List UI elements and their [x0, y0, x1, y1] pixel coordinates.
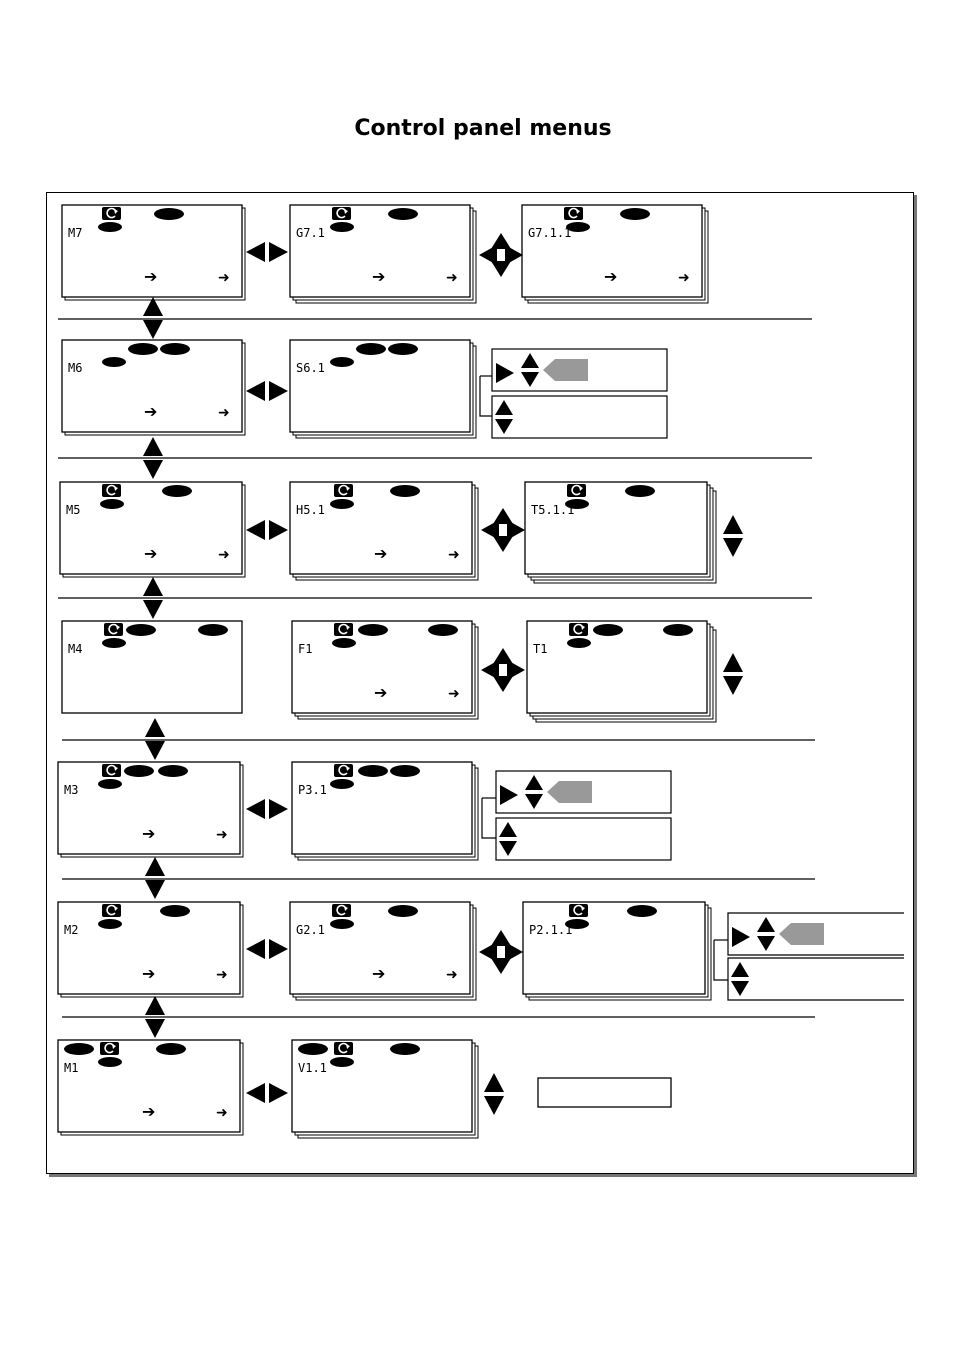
option-box-browse [496, 818, 671, 860]
right-arrow-icon [269, 939, 288, 959]
status-indicator [390, 485, 420, 497]
small-arrow-icon: ➜ [446, 967, 458, 983]
up-arrow-icon [143, 437, 163, 456]
rotation-icon [102, 764, 121, 777]
status-indicator [124, 765, 154, 777]
up-arrow-icon [493, 508, 513, 524]
up-arrow-icon [145, 857, 165, 876]
down-arrow-icon [491, 261, 511, 277]
panel-code-label: P3.1 [298, 783, 327, 797]
rotation-icon [564, 207, 583, 220]
up-arrow-icon [731, 962, 749, 977]
status-indicator [156, 1043, 186, 1055]
panel-g7-1 [290, 205, 476, 303]
cursor-indicator [330, 357, 354, 367]
small-arrow-icon: ➜ [216, 1105, 228, 1121]
option-box-edit [492, 349, 667, 391]
panel-code-label: M2 [64, 923, 79, 937]
down-arrow-icon [493, 676, 513, 692]
small-arrow-icon: ➜ [446, 270, 458, 286]
status-indicator [356, 343, 386, 355]
down-arrow-icon [145, 1019, 165, 1038]
cursor-indicator [332, 638, 356, 648]
panel-screen [523, 902, 705, 994]
panel-code-label: M4 [68, 642, 83, 656]
left-arrow-icon [246, 939, 265, 959]
up-arrow-icon [493, 648, 513, 664]
cursor-indicator [100, 499, 124, 509]
up-arrow-icon [145, 996, 165, 1015]
status-indicator [663, 624, 693, 636]
down-arrow-icon [723, 676, 743, 695]
down-arrow-icon [493, 536, 513, 552]
panel-s6-1 [290, 340, 476, 438]
status-indicator [64, 1043, 94, 1055]
status-indicator [625, 485, 655, 497]
panel-code-label: M6 [68, 361, 83, 375]
connector-line [482, 798, 496, 838]
right-arrow-icon [269, 799, 288, 819]
status-indicator [162, 485, 192, 497]
panel-p2-1-1 [523, 902, 711, 1000]
down-arrow-icon [143, 600, 163, 619]
small-arrow-icon: ➜ [218, 270, 230, 286]
right-arrow-icon: ➔ [144, 544, 158, 563]
panel-f1 [292, 621, 478, 719]
status-indicator [620, 208, 650, 220]
right-arrow-icon [269, 520, 288, 540]
panel-v1-1 [292, 1040, 478, 1138]
right-arrow-icon: ➔ [142, 824, 156, 843]
rotation-icon [334, 764, 353, 777]
down-arrow-icon [731, 981, 749, 996]
right-arrow-icon: ➔ [142, 1102, 156, 1121]
right-arrow-icon [505, 245, 523, 265]
left-arrow-icon [246, 242, 265, 262]
status-indicator [358, 624, 388, 636]
left-arrow-icon [481, 520, 499, 540]
status-indicator [298, 1043, 328, 1055]
status-indicator [198, 624, 228, 636]
status-indicator [388, 343, 418, 355]
right-arrow-icon: ➔ [604, 267, 618, 286]
rotation-icon [102, 904, 121, 917]
option-box-browse [728, 958, 904, 1000]
panel-code-label: G7.1.1 [528, 226, 572, 240]
panel-m2 [58, 902, 243, 997]
right-arrow-icon: ➔ [142, 964, 156, 983]
rotation-icon [334, 623, 353, 636]
right-arrow-icon [507, 660, 525, 680]
left-arrow-icon [246, 381, 265, 401]
panel-t5-1-1 [525, 482, 716, 583]
status-indicator [158, 765, 188, 777]
status-indicator [428, 624, 458, 636]
status-indicator [128, 343, 158, 355]
up-arrow-icon [723, 653, 743, 672]
right-arrow-icon: ➔ [374, 683, 388, 702]
small-arrow-icon: ➜ [678, 270, 690, 286]
cursor-indicator [330, 779, 354, 789]
status-indicator [388, 208, 418, 220]
cursor-indicator [330, 222, 354, 232]
right-arrow-icon [732, 927, 750, 947]
rotation-icon [332, 207, 351, 220]
panel-code-label: G7.1 [296, 226, 325, 240]
panel-m1 [58, 1040, 243, 1135]
panel-m6 [62, 340, 245, 435]
left-arrow-icon [479, 942, 497, 962]
down-arrow-icon [145, 741, 165, 760]
panel-code-label: G2.1 [296, 923, 325, 937]
panel-screen [525, 482, 707, 574]
panel-code-label: M1 [64, 1061, 79, 1075]
up-arrow-icon [491, 233, 511, 249]
value-box [538, 1078, 671, 1107]
panel-code-label: M7 [68, 226, 83, 240]
rotation-icon [334, 484, 353, 497]
status-indicator [358, 765, 388, 777]
left-arrow-icon [246, 520, 265, 540]
status-indicator [390, 1043, 420, 1055]
panel-h5-1 [290, 482, 478, 580]
right-arrow-icon: ➔ [374, 544, 388, 563]
option-box-edit [496, 771, 671, 813]
panel-m4 [62, 621, 242, 713]
right-arrow-icon: ➔ [372, 267, 386, 286]
cursor-indicator [567, 638, 591, 648]
up-arrow-icon [145, 718, 165, 737]
rotation-icon [102, 207, 121, 220]
panel-m5 [60, 482, 245, 577]
right-arrow-icon: ➔ [144, 402, 158, 421]
rotation-icon [334, 1042, 353, 1055]
panel-t1 [527, 621, 716, 722]
panel-code-label: H5.1 [296, 503, 325, 517]
right-arrow-icon [269, 381, 288, 401]
rotation-icon [100, 1042, 119, 1055]
cursor-indicator [330, 919, 354, 929]
small-arrow-icon: ➜ [218, 547, 230, 563]
rotation-icon [332, 904, 351, 917]
down-arrow-icon [145, 880, 165, 899]
down-arrow-icon [757, 936, 775, 951]
right-arrow-icon [505, 942, 523, 962]
down-arrow-icon [491, 958, 511, 974]
connector-line [714, 940, 728, 980]
panel-code-label: M3 [64, 783, 79, 797]
right-arrow-icon [269, 242, 288, 262]
enter-key-icon [779, 923, 824, 945]
left-arrow-icon [246, 1083, 265, 1103]
up-arrow-icon [723, 515, 743, 534]
cursor-indicator [98, 222, 122, 232]
panel-code-label: S6.1 [296, 361, 325, 375]
panel-p3-1 [292, 762, 478, 860]
rotation-icon [567, 484, 586, 497]
rotation-icon [569, 623, 588, 636]
cursor-indicator [98, 919, 122, 929]
panel-m7 [62, 205, 245, 300]
up-arrow-icon [491, 930, 511, 946]
status-indicator [160, 343, 190, 355]
panel-m3 [58, 762, 243, 857]
cursor-indicator [102, 357, 126, 367]
down-arrow-icon [143, 460, 163, 479]
status-indicator [126, 624, 156, 636]
panel-code-label: P2.1.1 [529, 923, 573, 937]
small-arrow-icon: ➜ [216, 967, 228, 983]
cursor-indicator [330, 499, 354, 509]
page-title: Control panel menus [354, 116, 612, 141]
option-box-border [492, 396, 667, 438]
panel-g2-1 [290, 902, 476, 1000]
right-arrow-icon [269, 1083, 288, 1103]
left-arrow-icon [479, 245, 497, 265]
small-arrow-icon: ➜ [218, 405, 230, 421]
panel-code-label: T1 [533, 642, 548, 656]
up-arrow-icon [484, 1073, 504, 1092]
connector-line [480, 376, 492, 416]
status-indicator [154, 208, 184, 220]
small-arrow-icon: ➜ [216, 827, 228, 843]
rotation-icon [102, 484, 121, 497]
rotation-icon [104, 623, 123, 636]
up-arrow-icon [757, 917, 775, 932]
down-arrow-icon [723, 538, 743, 557]
panel-code-label: V1.1 [298, 1061, 327, 1075]
status-indicator [160, 905, 190, 917]
status-indicator [627, 905, 657, 917]
cursor-indicator [102, 638, 126, 648]
option-box-browse [492, 396, 667, 438]
right-arrow-icon: ➔ [372, 964, 386, 983]
panel-code-label: T5.1.1 [531, 503, 575, 517]
right-arrow-icon [507, 520, 525, 540]
right-arrow-icon: ➔ [144, 267, 158, 286]
status-indicator [388, 905, 418, 917]
status-indicator [390, 765, 420, 777]
small-arrow-icon: ➜ [448, 686, 460, 702]
rotation-icon [569, 904, 588, 917]
panel-code-label: M5 [66, 503, 81, 517]
panel-code-label: F1 [298, 642, 313, 656]
left-arrow-icon [481, 660, 499, 680]
cursor-indicator [98, 1057, 122, 1067]
option-box-border [496, 818, 671, 860]
option-box-edit [728, 913, 904, 955]
panel-g7-1-1 [522, 205, 708, 303]
down-arrow-icon [143, 320, 163, 339]
status-indicator [593, 624, 623, 636]
option-box-border [728, 958, 904, 1000]
cursor-indicator [330, 1057, 354, 1067]
left-arrow-icon [246, 799, 265, 819]
down-arrow-icon [484, 1096, 504, 1115]
cursor-indicator [98, 779, 122, 789]
small-arrow-icon: ➜ [448, 547, 460, 563]
up-arrow-icon [143, 577, 163, 596]
